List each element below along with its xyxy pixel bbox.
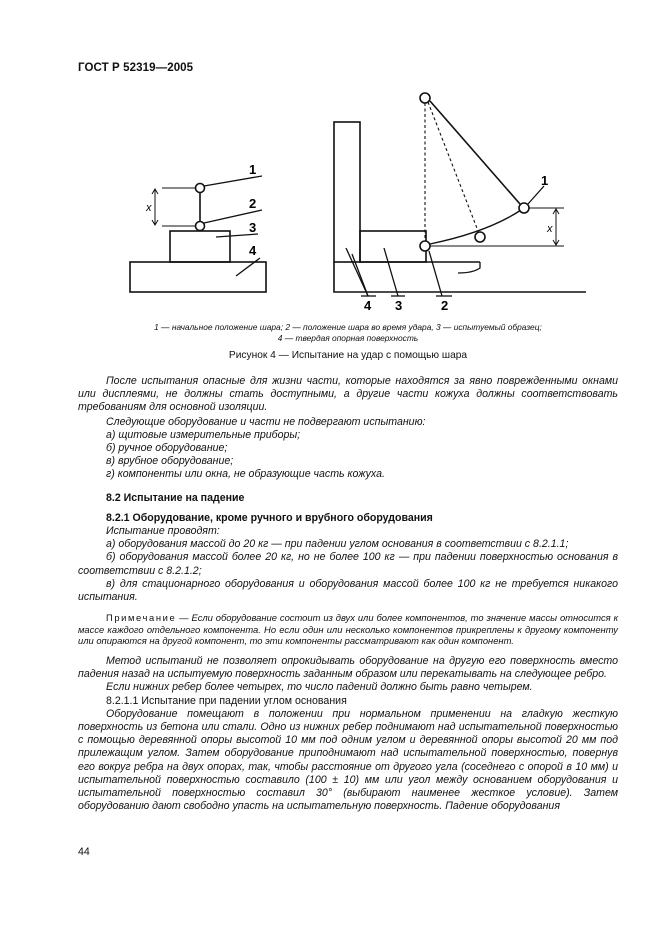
- label-1-right: 1: [541, 173, 549, 188]
- figure-4-drawing: [118, 86, 588, 318]
- note-text: — Если оборудование состоит из двух или более компонентов, то значение массы относится к массе каждого отдельного компонента. Но если один или несколько компонентов прикреплены к другому компоненту или опираются на другой компонент, то эти компоненты рассматривают как один компонент.: [78, 612, 618, 647]
- figure-legend: [78, 322, 618, 344]
- pendulum-pivot: [420, 93, 430, 103]
- label-3-right: 3: [395, 298, 403, 313]
- paragraph: После испытания опасные для жизни части, которые находятся за явно поврежденными окнами или дисплеями, не должны стать доступными, а другие части кожуха должны соответствовать требованиям для основной изоляции.: [78, 375, 618, 414]
- list-item: в) для стационарного оборудования и оборудования массой более 100 кг не требуется никакого испытания.: [78, 577, 618, 604]
- section-heading-8-2-1: 8.2.1 Оборудование, кроме ручного и врубного оборудования: [106, 511, 433, 524]
- label-x-left: x: [146, 202, 152, 214]
- label-1-left: 1: [249, 162, 257, 177]
- paragraph: Следующие оборудование и части не подвергают испытанию:: [106, 415, 426, 428]
- page-header: ГОСТ Р 52319—2005: [78, 62, 194, 74]
- paragraph: Оборудование помещают в положении при нормальном применении на гладкую жесткую поверхность из бетона или стали. Одно из нижних ребер поднимают над испытательной поверхностью с помощью деревянной опоры высотой 10 мм под одним углом и деревянной опоры высотой 20 мм под прилежащим углом. Затем оборудование приподнимают над испытательной поверхностью, повернув его вокруг ребра на двух опорах, так, чтобы расстояние от другого угла (соседнего с опорой в 10 мм) и испытательной поверхностью составило (100 ± 10) мм или угол между основанием оборудования и испытательной поверхностью составил 30° (выбирают наименее жесткое условие). Затем оборудованию дают свободно упасть на испытательную поверхность. Падение оборудования: [78, 707, 618, 813]
- paragraph: Если нижних ребер более четырех, то число падений должно быть равно четырем.: [106, 681, 533, 694]
- label-2-left: 2: [249, 196, 257, 211]
- list-item: в) врубное оборудование;: [106, 455, 234, 468]
- list-item: б) ручное оборудование;: [106, 442, 228, 455]
- page-number: 44: [78, 846, 90, 858]
- left-support-surface: [130, 262, 266, 292]
- note: [78, 612, 618, 647]
- figure-caption: Рисунок 4 — Испытание на удар с помощью шара: [228, 350, 468, 361]
- figure-legend-line-1: 1 — начальное положение шара; 2 — положение шара во время удара, 3 — испытуемый образец;: [154, 322, 542, 332]
- section-heading-8-2: 8.2 Испытание на падение: [106, 491, 245, 504]
- list-item: г) компоненты или окна, не образующие часть кожуха.: [106, 468, 385, 481]
- label-x-right: x: [547, 223, 553, 235]
- right-wall: [334, 122, 360, 262]
- body-text: [78, 375, 618, 813]
- paragraph: Испытание проводят:: [106, 525, 220, 538]
- left-ball-start: [196, 184, 205, 193]
- right-specimen: [360, 231, 426, 262]
- label-4-left: 4: [249, 243, 257, 258]
- label-2-right: 2: [441, 298, 449, 313]
- left-specimen: [170, 231, 230, 262]
- list-item: а) оборудования массой до 20 кг — при падении углом основания в соответствии с 8.2.1.1;: [106, 538, 569, 551]
- paragraph: Метод испытаний не позволяет опрокидывать оборудование на другую его поверхность вместо падения назад на испытуемую поверхность заданным образом или перекатывать на следующее ребро.: [78, 655, 618, 681]
- label-3-left: 3: [249, 220, 257, 235]
- figure-legend-line-2: 4 — твердая опорная поверхность: [277, 333, 419, 343]
- right-ball-impact: [420, 241, 430, 251]
- list-item: б) оборудования массой более 20 кг, но не более 100 кг — при падении поверхностью основания в соответствии с 8.2.1.2;: [78, 551, 618, 577]
- right-floor: [334, 262, 586, 292]
- note-label: Примечание: [106, 612, 177, 624]
- label-4-right: 4: [364, 298, 372, 313]
- right-ball-start: [519, 203, 529, 213]
- subsection-heading-8-2-1-1: 8.2.1.1 Испытание при падении углом основания: [106, 694, 347, 707]
- list-item: а) щитовые измерительные приборы;: [106, 428, 301, 441]
- figure-4: [118, 86, 588, 318]
- left-ball-impact: [196, 222, 205, 231]
- right-ball-intermediate: [475, 232, 485, 242]
